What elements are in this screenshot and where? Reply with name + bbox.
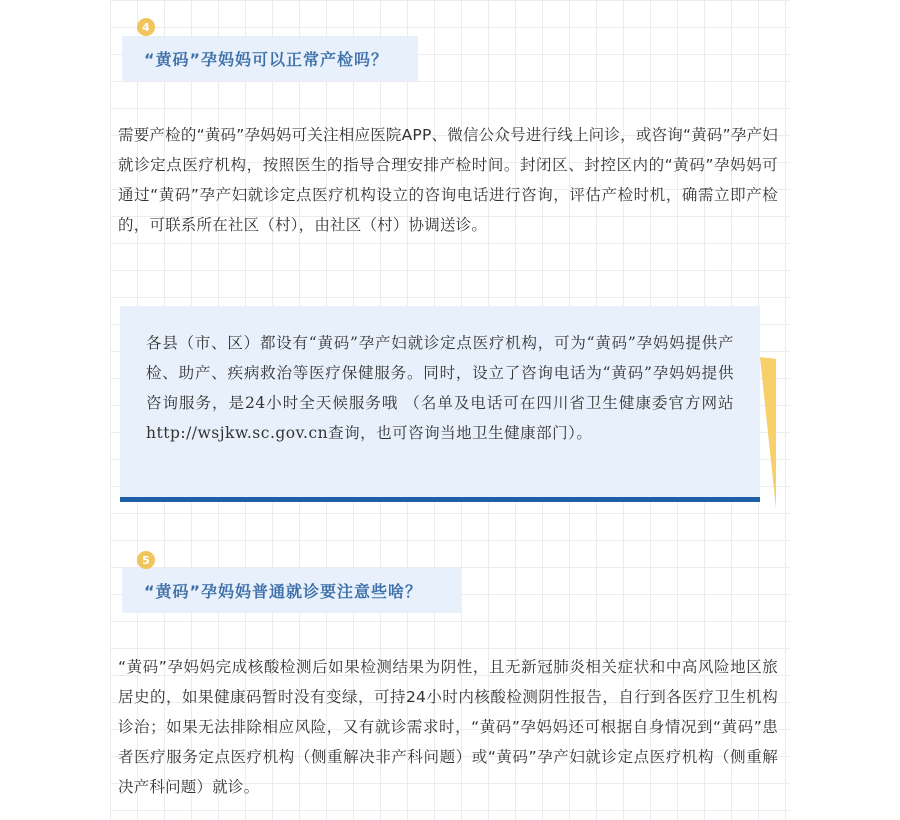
section-5-title: “黄码”孕妈妈普通就诊要注意些啥？ [144,582,423,601]
section-4-number-badge [137,18,155,36]
section-4-paragraph: 需要产检的“黄码”孕妈妈可关注相应医院APP、微信公众号进行线上问诊，或咨询“黄码”孕产妇就诊定点医疗机构，按照医生的指导合理安排产检时间。封闭区、封控区内的“黄码”孕妈妈可通过“黄码”孕产妇就诊定点医疗机构设立的咨询电话进行咨询，评估产检时机，确需立即产检的，可联系所在社区（村），由社区（村）协调送诊。 [118,126,778,234]
section-5-number: 5 [142,553,150,567]
yellow-fold-decoration [760,357,776,509]
section-4-header [122,36,418,81]
section-5-paragraph: “黄码”孕妈妈完成核酸检测后如果检测结果为阴性，且无新冠肺炎相关症状和中高风险地区旅居史的，如果健康码暂时没有变绿，可持24小时内核酸检测阴性报告，自行到各医疗卫生机构诊治；如果无法排除相应风险，又有就诊需求时，“黄码”孕妈妈还可根据自身情况到“黄码”患者医疗服务定点医疗机构（侧重解决非产科问题）或“黄码”孕产妇就诊定点医疗机构（侧重解决产科问题）就诊。 [118,658,778,796]
section-5-header [122,568,462,613]
callout-text: 各县（市、区）都设有“黄码”孕产妇就诊定点医疗机构，可为“黄码”孕妈妈提供产检、助产、疾病救治等医疗保健服务。同时，设立了咨询电话为“黄码”孕妈妈提供咨询服务，是24小时全天候服务哦 （名单及电话可在四川省卫生健康委官方网站http://wsjkw.sc.gov.cn查询，也可咨询当地卫生健康部门）。 [146,334,734,442]
callout-box [120,306,760,502]
section-4-number: 4 [142,20,150,34]
section-4-title: “黄码”孕妈妈可以正常产检吗？ [144,50,389,69]
section-5-number-badge [137,551,155,569]
callout-container [120,306,772,508]
article-page [110,0,790,820]
